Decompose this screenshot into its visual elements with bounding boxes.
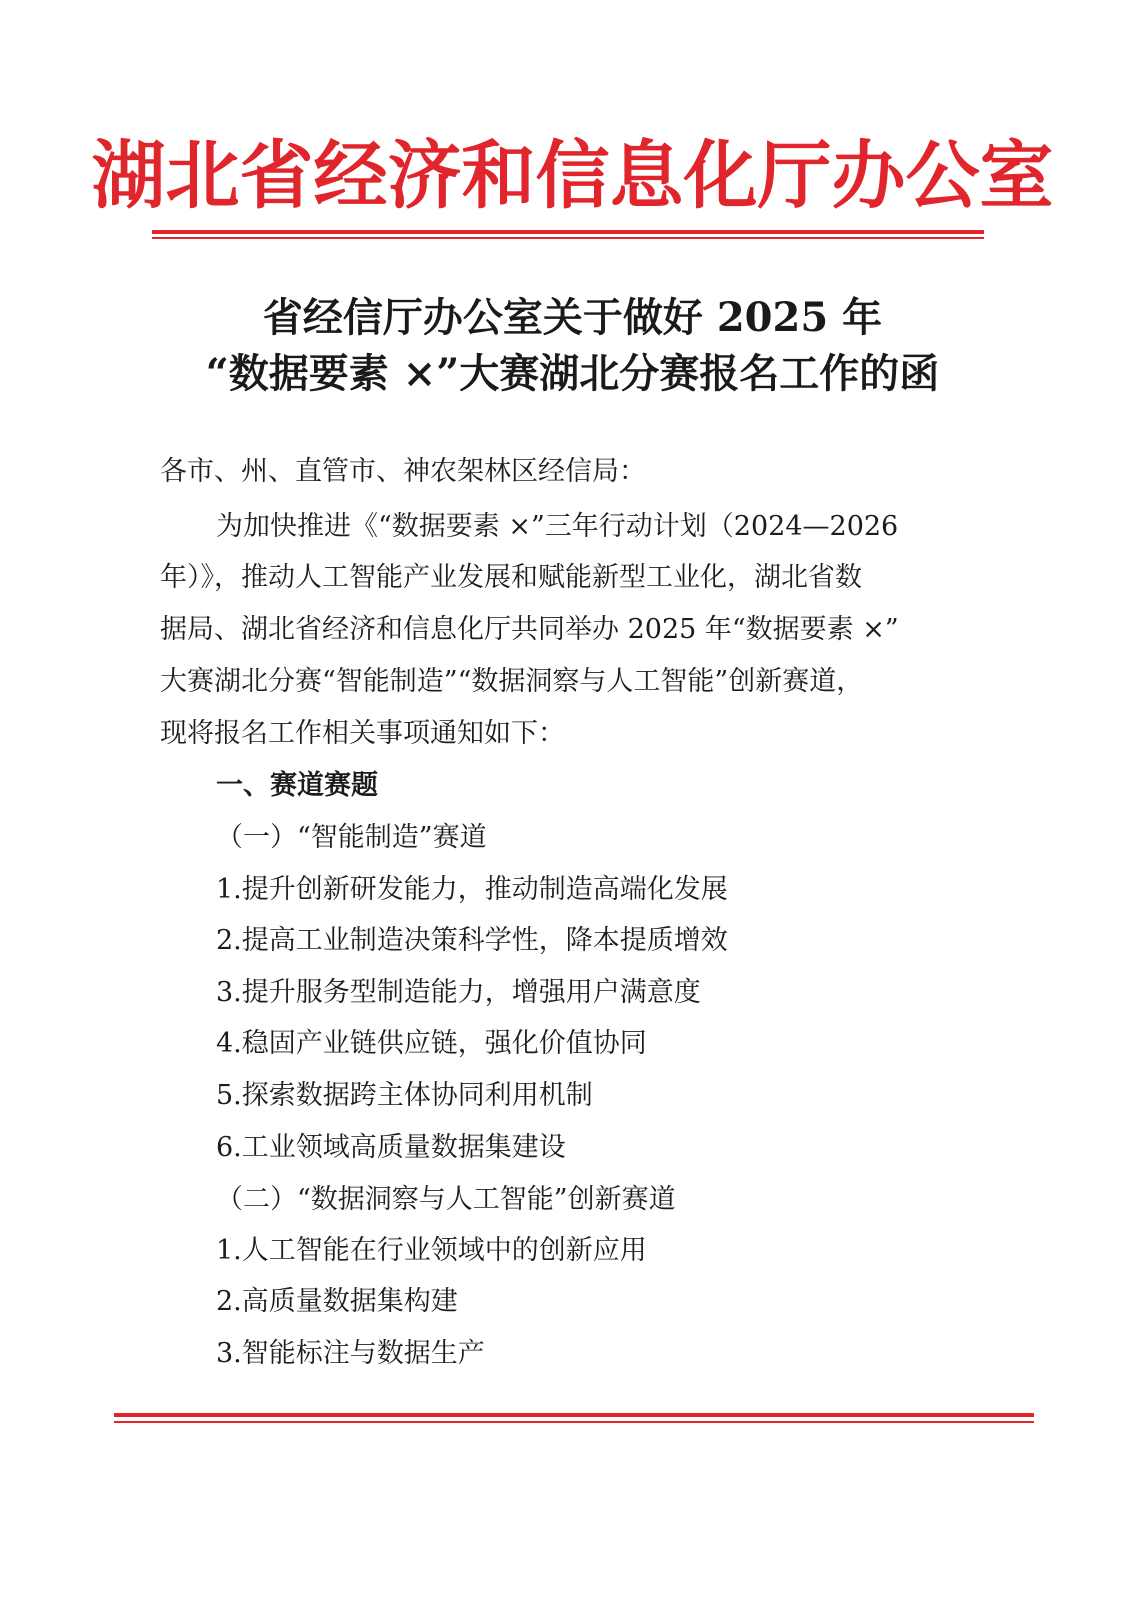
- intro-line: 为加快推进《“数据要素 ×”三年行动计划（2024—2026: [216, 511, 899, 542]
- track-item: 6.工业领域高质量数据集建设: [216, 1132, 566, 1163]
- footer-divider-thick: [114, 1413, 1034, 1417]
- footer-divider-thin: [114, 1421, 1034, 1423]
- track-heading: （二）“数据洞察与人工智能”创新赛道: [216, 1184, 676, 1215]
- track-item: 3.提升服务型制造能力，增强用户满意度: [216, 977, 701, 1008]
- track-item: 2.提高工业制造决策科学性，降本提质增效: [216, 925, 728, 956]
- issuing-office-header: 湖北省经济和信息化厅办公室: [91, 133, 1054, 219]
- track-heading: （一）“智能制造”赛道: [216, 822, 487, 853]
- track-item: 1.人工智能在行业领域中的创新应用: [216, 1235, 647, 1266]
- intro-line: 现将报名工作相关事项通知如下：: [160, 718, 565, 749]
- track-item: 5.探索数据跨主体协同利用机制: [216, 1080, 593, 1111]
- header-divider-thin: [152, 237, 984, 239]
- track-item: 3.智能标注与数据生产: [216, 1338, 485, 1369]
- salutation: 各市、州、直管市、神农架林区经信局：: [160, 456, 646, 487]
- track-item: 2.高质量数据集构建: [216, 1286, 458, 1317]
- section-heading: 一、赛道赛题: [216, 770, 378, 801]
- document-title-line-1: 省经信厅办公室关于做好 2025 年: [262, 294, 883, 341]
- track-item: 4.稳固产业链供应链，强化价值协同: [216, 1028, 647, 1059]
- document-title-line-2: “数据要素 ×”大赛湖北分赛报名工作的函: [205, 350, 940, 397]
- intro-line: 据局、湖北省经济和信息化厅共同举办 2025 年“数据要素 ×”: [160, 614, 899, 645]
- intro-line: 年）》，推动人工智能产业发展和赋能新型工业化，湖北省数: [160, 562, 862, 593]
- track-item: 1.提升创新研发能力，推动制造高端化发展: [216, 874, 728, 905]
- header-divider-thick: [152, 230, 984, 234]
- intro-line: 大赛湖北分赛“智能制造”“数据洞察与人工智能”创新赛道，: [160, 666, 864, 697]
